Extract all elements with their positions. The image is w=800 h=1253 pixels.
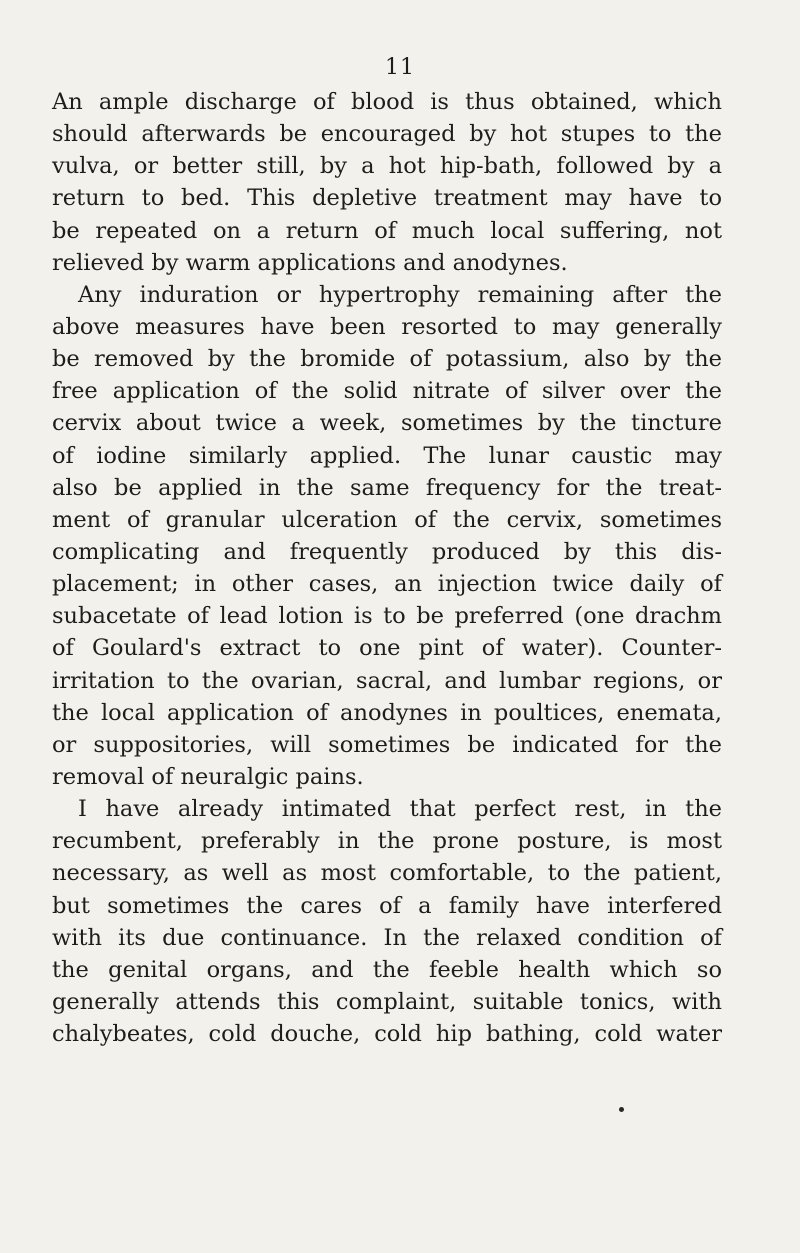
- text-line: should afterwards be encouraged by hot stupes to the: [52, 121, 722, 148]
- text-line: or suppositories, will sometimes be indicated for the: [52, 731, 722, 758]
- text-line: also be applied in the same frequency for the treat-: [52, 474, 722, 501]
- text-line: the genital organs, and the feeble health which so: [52, 956, 722, 983]
- text-line: but sometimes the cares of a family have interfered: [52, 892, 722, 919]
- body-text: [52, 86, 722, 1050]
- paragraph-start-line: Any induration or hypertrophy remaining after the: [78, 281, 722, 308]
- text-line: of iodine similarly applied. The lunar caustic may: [52, 442, 722, 469]
- text-line: the local application of anodynes in poultices, enemata,: [52, 699, 722, 726]
- text-line: irritation to the ovarian, sacral, and lumbar regions, or: [52, 667, 722, 694]
- text-line: ment of granular ulceration of the cervix, sometimes: [52, 506, 722, 533]
- text-line: be repeated on a return of much local suffering, not: [52, 217, 722, 244]
- text-line: above measures have been resorted to may generally: [52, 313, 722, 340]
- text-line: recumbent, preferably in the prone posture, is most: [52, 828, 722, 855]
- text-line: placement; in other cases, an injection twice daily of: [52, 571, 722, 598]
- text-line: return to bed. This depletive treatment may have to: [52, 185, 722, 212]
- text-line: subacetate of lead lotion is to be preferred (one drachm: [52, 603, 722, 630]
- text-line: complicating and frequently produced by this dis-: [52, 538, 722, 565]
- ink-speck: [619, 1107, 624, 1112]
- text-line: free application of the solid nitrate of silver over the: [52, 378, 722, 405]
- text-line: generally attends this complaint, suitable tonics, with: [52, 988, 722, 1015]
- text-line: vulva, or better still, by a hot hip-bath, followed by a: [52, 153, 722, 180]
- text-line: removal of neuralgic pains.: [52, 763, 364, 790]
- text-line: chalybeates, cold douche, cold hip bathing, cold water: [52, 1021, 722, 1048]
- paragraph-start-line: I have already intimated that perfect rest, in the: [78, 796, 722, 823]
- text-line: relieved by warm applications and anodynes.: [52, 249, 568, 276]
- text-line: be removed by the bromide of potassium, also by the: [52, 346, 722, 373]
- text-line: with its due continuance. In the relaxed condition of: [52, 924, 722, 951]
- page-number: 11: [385, 55, 415, 80]
- text-line: necessary, as well as most comfortable, to the patient,: [52, 860, 722, 887]
- text-line: of Goulard's extract to one pint of water). Counter-: [52, 635, 722, 662]
- text-line: An ample discharge of blood is thus obtained, which: [52, 89, 722, 115]
- text-line: cervix about twice a week, sometimes by the tincture: [52, 410, 722, 437]
